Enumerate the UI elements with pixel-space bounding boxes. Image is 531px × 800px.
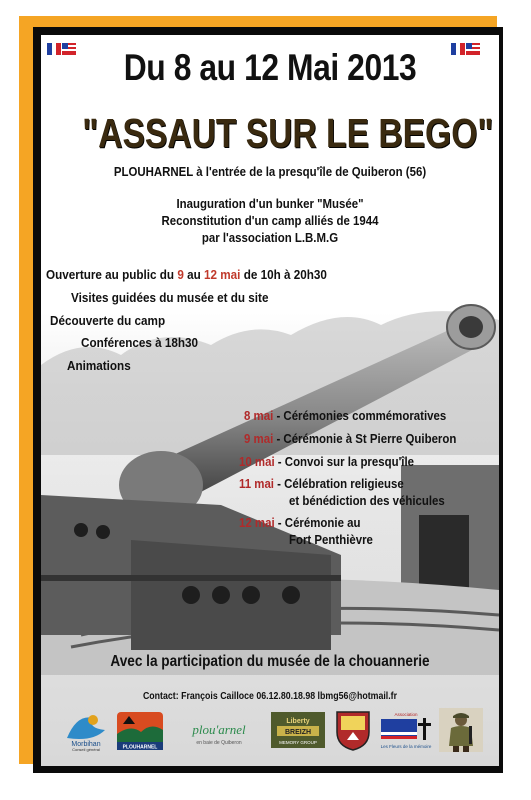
schedule-item: 12 mai - Cérémonie au xyxy=(239,515,361,530)
opening-hours: Ouverture au public du 9 au 12 mai de 10h à 20h30 xyxy=(46,267,327,282)
participation-banner: Avec la participation du musée de la chouannerie xyxy=(110,653,430,670)
event-dates: Du 8 au 12 Mai 2013 xyxy=(123,47,417,88)
svg-text:Liberty: Liberty xyxy=(286,718,310,725)
logo-text: Morbihan xyxy=(71,741,101,748)
soldier-logo xyxy=(439,708,483,752)
poster xyxy=(41,35,499,766)
morbihan-logo xyxy=(63,708,109,752)
liberty-breizh-logo xyxy=(269,708,327,752)
fleurs-memoire-logo xyxy=(377,708,435,752)
intro-line: Inauguration d'un bunker "Musée" xyxy=(176,196,364,211)
contact-line: Contact: François Cailloce 06.12.80.18.98 lbmg56@hotmail.fr xyxy=(142,691,398,702)
logo-text: PLOUHARNEL xyxy=(122,744,158,751)
schedule-item: 10 mai - Convoi sur la presqu'île xyxy=(239,454,415,469)
logo-subtext: MEMORY GROUP xyxy=(279,740,317,745)
activity-item: Découverte du camp xyxy=(50,313,166,328)
intro-line: par l'association L.B.M.G xyxy=(201,230,339,245)
schedule-item: 11 mai - Célébration religieuse xyxy=(239,476,404,491)
svg-text:Association: Association xyxy=(394,712,418,717)
logo-subtext: en baie de Quiberon xyxy=(196,740,242,746)
plouharnel-logo xyxy=(115,708,165,752)
svg-text:Les Fleurs de la mémoire: Les Fleurs de la mémoire xyxy=(380,744,432,749)
event-title: "ASSAUT SUR LE BEGO" xyxy=(82,110,494,156)
crest-logo xyxy=(333,708,373,752)
svg-text:BREIZH: BREIZH xyxy=(284,729,312,736)
activity-item: Animations xyxy=(67,358,131,373)
activity-item: Visites guidées du musée et du site xyxy=(71,290,269,305)
schedule-item-cont: et bénédiction des véhicules xyxy=(289,493,445,508)
schedule-item: 8 mai - Cérémonies commémoratives xyxy=(244,408,447,423)
plouarnel-logo xyxy=(175,708,263,752)
activity-item: Conférences à 18h30 xyxy=(81,335,199,350)
schedule-item-cont: Fort Penthièvre xyxy=(289,532,373,547)
schedule-item: 9 mai - Cérémonie à St Pierre Quiberon xyxy=(244,431,457,446)
event-location: PLOUHARNEL à l'entrée de la presqu'île de Quiberon (56) xyxy=(113,164,427,179)
logo-subtext: Conseil général xyxy=(72,747,100,752)
intro-line: Reconstitution d'un camp alliés de 1944 xyxy=(161,213,379,228)
logo-text: plou'arnel xyxy=(192,722,246,737)
